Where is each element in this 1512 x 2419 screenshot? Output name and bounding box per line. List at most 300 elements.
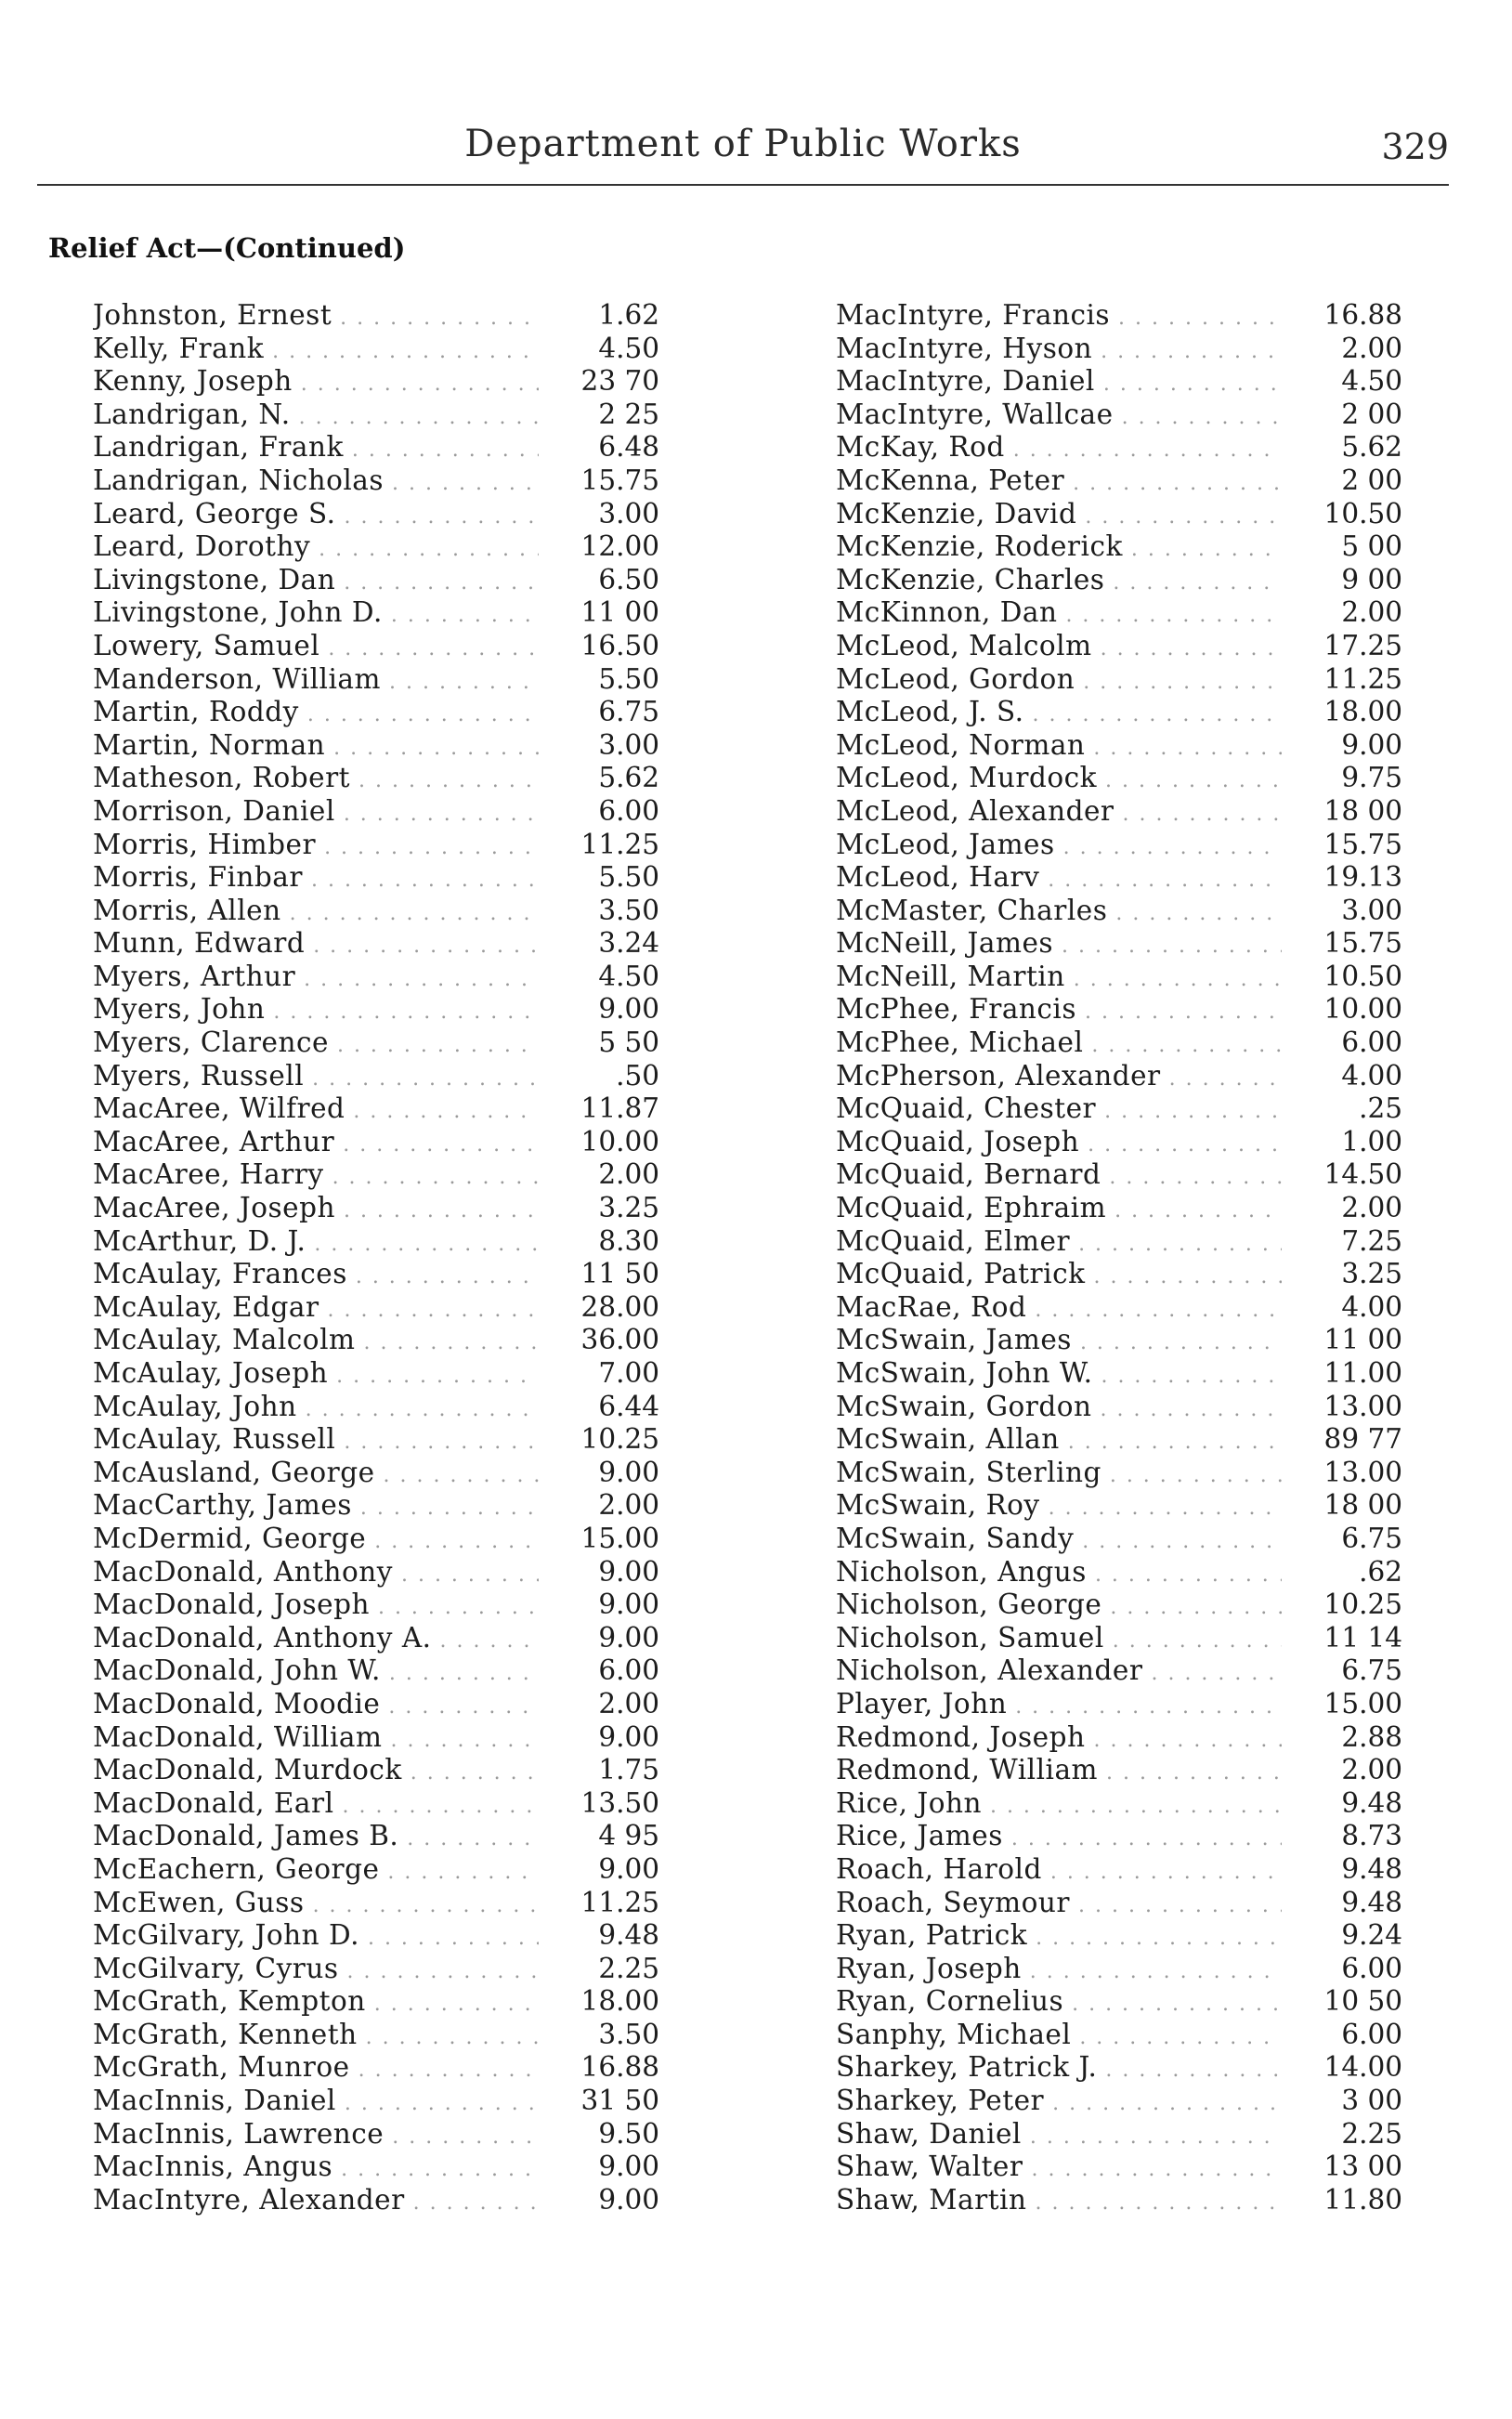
payee-name: Redmond, William . . .	[836, 1754, 1282, 1790]
list-item	[836, 530, 1402, 564]
payment-amount: 4.50	[598, 332, 659, 364]
payee-name: Ryan, Patrick . . .	[836, 1919, 1282, 1955]
payment-amount: 10.00	[580, 1125, 659, 1157]
payment-amount: 11.25	[580, 1886, 659, 1918]
payee-name: McQuaid, Patrick . . .	[836, 1258, 1282, 1294]
payee-name: McQuaid, Joseph . . .	[836, 1126, 1282, 1162]
list-item	[93, 1026, 659, 1060]
payee-name: Myers, Clarence . . .	[93, 1026, 539, 1063]
list-item	[836, 431, 1402, 464]
payee-name: Myers, Russell . . .	[93, 1060, 539, 1096]
list-item	[836, 861, 1402, 895]
payee-name: McQuaid, Ephraim . . .	[836, 1192, 1282, 1228]
payment-amount: 5.62	[598, 762, 659, 794]
payee-name: McEwen, Guss . . .	[93, 1887, 539, 1923]
list-item	[93, 1688, 659, 1721]
payment-amount: 11.25	[580, 828, 659, 860]
list-item	[93, 961, 659, 994]
page-title: Department of Public Works	[464, 123, 1022, 165]
list-item	[93, 1654, 659, 1688]
payment-amount: 9.48	[598, 1919, 659, 1952]
payment-amount: 3.00	[598, 728, 659, 761]
list-item	[93, 1556, 659, 1589]
list-item	[93, 1225, 659, 1259]
payee-name: Ryan, Joseph . . .	[836, 1953, 1282, 1989]
list-item	[836, 829, 1402, 862]
list-item	[93, 861, 659, 895]
payee-name: McKenzie, David . . .	[836, 498, 1282, 534]
payee-name: Nicholson, Alexander . . .	[836, 1654, 1282, 1691]
payee-name: Redmond, Joseph . . .	[836, 1721, 1282, 1758]
payment-amount: 15.75	[1323, 927, 1402, 960]
payment-amount: 4.00	[1341, 1290, 1402, 1323]
payee-name: Martin, Norman . . .	[93, 729, 539, 765]
list-item	[836, 2151, 1402, 2184]
payee-name: McPherson, Alexander . . .	[836, 1060, 1282, 1096]
payment-amount: 17.25	[1323, 629, 1402, 661]
list-item	[93, 663, 659, 697]
list-item	[836, 1457, 1402, 1490]
payee-name: McLeod, Gordon . . .	[836, 663, 1282, 700]
payee-name: McLeod, James . . .	[836, 829, 1282, 865]
payee-name: Sharkey, Patrick J. . . .	[836, 2051, 1282, 2087]
payee-name: MacAree, Wilfred . . .	[93, 1092, 539, 1129]
payee-name: McQuaid, Elmer . . .	[836, 1225, 1282, 1262]
payee-name: Manderson, William . . .	[93, 663, 539, 700]
payee-name: Nicholson, George . . .	[836, 1589, 1282, 1625]
list-item	[93, 464, 659, 498]
list-item	[93, 1158, 659, 1192]
payment-amount: 9.00	[598, 1555, 659, 1588]
payment-amount: 1.62	[598, 299, 659, 331]
payee-name: McGilvary, John D. . . .	[93, 1919, 539, 1955]
payment-amount: 9.50	[598, 2117, 659, 2150]
payment-amount: 3.50	[598, 894, 659, 926]
payment-amount: 9.00	[598, 2151, 659, 2183]
list-item	[93, 2184, 659, 2217]
payment-amount: .50	[616, 1059, 659, 1092]
payee-name: McAulay, John . . .	[93, 1391, 539, 1427]
payee-name: McKay, Rod . . .	[836, 431, 1282, 467]
list-item	[836, 663, 1402, 697]
payment-amount: 9.75	[1341, 762, 1402, 794]
payee-name: MacRae, Rod . . .	[836, 1291, 1282, 1327]
payment-amount: 6.00	[1341, 1952, 1402, 1984]
payee-name: Roach, Seymour . . .	[836, 1887, 1282, 1923]
payment-amount: 6.75	[1341, 1654, 1402, 1687]
payee-name: Nicholson, Angus . . .	[836, 1556, 1282, 1592]
payee-name: Morris, Allen . . .	[93, 895, 539, 931]
list-item	[836, 1688, 1402, 1721]
list-item	[93, 2051, 659, 2085]
payment-amount: 31 50	[580, 2085, 659, 2117]
payee-name: McPhee, Michael . . .	[836, 1026, 1282, 1063]
payment-amount: 13 00	[1323, 2151, 1402, 2183]
payee-name: Livingstone, Dan . . .	[93, 564, 539, 600]
payee-name: MacDonald, Earl . . .	[93, 1787, 539, 1824]
list-item	[836, 1953, 1402, 1986]
left-column-list	[93, 299, 659, 2216]
payee-name: McGrath, Kenneth . . .	[93, 2019, 539, 2055]
payee-name: Landrigan, Nicholas . . .	[93, 464, 539, 501]
payment-amount: 11.87	[580, 1092, 659, 1125]
list-item	[836, 299, 1402, 333]
payee-name: Myers, John . . .	[93, 993, 539, 1029]
payment-amount: 10.50	[1323, 960, 1402, 992]
list-item	[836, 927, 1402, 961]
payment-amount: 4.00	[1341, 1059, 1402, 1092]
list-item	[836, 1721, 1402, 1755]
payee-name: McSwain, Gordon . . .	[836, 1391, 1282, 1427]
payee-name: MacAree, Harry . . .	[93, 1158, 539, 1195]
payment-amount: 4 95	[598, 1820, 659, 1852]
list-item	[93, 927, 659, 961]
payment-amount: 11 14	[1323, 1621, 1402, 1654]
payment-amount: 9.00	[598, 1456, 659, 1488]
list-item	[93, 729, 659, 763]
payee-name: Ryan, Cornelius . . .	[836, 1985, 1282, 2021]
payment-amount: 18.00	[580, 1985, 659, 2018]
payment-amount: 9 00	[1341, 563, 1402, 595]
payment-amount: 13.00	[1323, 1456, 1402, 1488]
payee-name: McDermid, George . . .	[93, 1523, 539, 1559]
list-item	[836, 1126, 1402, 1159]
payment-amount: 2.00	[1341, 596, 1402, 629]
list-item	[93, 2151, 659, 2184]
payee-name: Kelly, Frank . . .	[93, 333, 539, 369]
payment-amount: 9.48	[1341, 1886, 1402, 1918]
payee-name: Landrigan, N. . . .	[93, 399, 539, 435]
payee-name: McPhee, Francis . . .	[836, 993, 1282, 1029]
payment-amount: 2.00	[598, 1687, 659, 1719]
payment-amount: 3.50	[598, 2018, 659, 2050]
payment-amount: 2.00	[598, 1489, 659, 1522]
payment-amount: 1.75	[598, 1754, 659, 1786]
list-item	[93, 1391, 659, 1424]
list-item	[836, 795, 1402, 829]
list-item	[93, 1919, 659, 1953]
payee-name: McSwain, Sandy . . .	[836, 1523, 1282, 1559]
list-item	[93, 596, 659, 630]
payment-amount: 5.50	[598, 861, 659, 894]
payee-name: MacIntyre, Daniel . . .	[836, 365, 1282, 401]
list-item	[836, 1919, 1402, 1953]
payee-name: Lowery, Samuel . . .	[93, 630, 539, 666]
payment-amount: 6.48	[598, 431, 659, 464]
payee-name: McKenna, Peter . . .	[836, 464, 1282, 501]
payee-name: McLeod, Norman . . .	[836, 729, 1282, 765]
list-item	[836, 1225, 1402, 1259]
list-item	[93, 2118, 659, 2151]
list-item	[93, 1754, 659, 1787]
payee-name: Leard, George S. . . .	[93, 498, 539, 534]
payment-amount: 23 70	[580, 365, 659, 398]
payee-name: Leard, Dorothy . . .	[93, 530, 539, 567]
list-item	[836, 464, 1402, 498]
list-item	[836, 1820, 1402, 1853]
payment-amount: 7.00	[598, 1357, 659, 1389]
list-item	[93, 1357, 659, 1391]
list-item	[93, 630, 659, 663]
payment-amount: 1.00	[1341, 1125, 1402, 1157]
payee-name: MacAree, Joseph . . .	[93, 1192, 539, 1228]
section-heading: Relief Act—(Continued)	[48, 232, 406, 264]
list-item	[836, 1754, 1402, 1787]
payee-name: McGrath, Kempton . . .	[93, 1985, 539, 2021]
list-item	[93, 1953, 659, 1986]
payment-amount: 11.25	[1323, 662, 1402, 695]
list-item	[93, 1258, 659, 1291]
payment-amount: 11 50	[580, 1258, 659, 1290]
payment-amount: 18.00	[1323, 696, 1402, 728]
payee-name: Shaw, Daniel . . .	[836, 2118, 1282, 2154]
payment-amount: 2 25	[598, 398, 659, 430]
list-item	[93, 564, 659, 597]
payee-name: MacDonald, James B. . . .	[93, 1820, 539, 1856]
payee-name: McAusland, George . . .	[93, 1457, 539, 1493]
payee-name: Rice, James . . .	[836, 1820, 1282, 1856]
payment-amount: 2.00	[1341, 332, 1402, 364]
list-item	[836, 1985, 1402, 2019]
list-item	[836, 1523, 1402, 1556]
payee-name: MacIntyre, Francis . . .	[836, 299, 1282, 335]
payment-amount: 7.25	[1341, 1224, 1402, 1257]
payment-amount: .62	[1359, 1555, 1402, 1588]
payee-name: McNeill, James . . .	[836, 927, 1282, 963]
list-item	[836, 1060, 1402, 1093]
list-item	[836, 596, 1402, 630]
payment-amount: 9.00	[598, 1589, 659, 1621]
payment-amount: 9.48	[1341, 1852, 1402, 1885]
payment-amount: 3.00	[1341, 894, 1402, 926]
payment-amount: 15.00	[580, 1522, 659, 1554]
payee-name: McSwain, Roy . . .	[836, 1489, 1282, 1525]
list-item	[93, 795, 659, 829]
list-item	[93, 333, 659, 366]
payee-name: McSwain, James . . .	[836, 1324, 1282, 1360]
payment-amount: 9.00	[1341, 728, 1402, 761]
payment-amount: 6.00	[598, 794, 659, 827]
payee-name: McLeod, Alexander . . .	[836, 795, 1282, 831]
list-item	[836, 1853, 1402, 1887]
payment-amount: 9.00	[598, 1720, 659, 1753]
payee-name: MacIntyre, Wallcae . . .	[836, 399, 1282, 435]
payee-name: McQuaid, Chester . . .	[836, 1092, 1282, 1129]
payment-amount: 2.25	[598, 1952, 659, 1984]
payee-name: Landrigan, Frank . . .	[93, 431, 539, 467]
list-item	[93, 1853, 659, 1887]
payment-amount: 16.50	[580, 629, 659, 661]
payee-name: McKenzie, Charles . . .	[836, 564, 1282, 600]
payee-name: McAulay, Joseph . . .	[93, 1357, 539, 1393]
payment-amount: 5.50	[598, 662, 659, 695]
payment-amount: 13.50	[580, 1786, 659, 1819]
payment-amount: 10 50	[1323, 1985, 1402, 2018]
list-item	[836, 729, 1402, 763]
payee-name: McSwain, John W. . . .	[836, 1357, 1282, 1393]
header-rule	[37, 184, 1449, 186]
payee-name: McGilvary, Cyrus . . .	[93, 1953, 539, 1989]
payee-name: McArthur, D. J. . . .	[93, 1225, 539, 1262]
list-item	[836, 1324, 1402, 1357]
payee-name: Sanphy, Michael . . .	[836, 2019, 1282, 2055]
list-item	[93, 1787, 659, 1821]
payment-amount: 3.25	[598, 1192, 659, 1224]
list-item	[93, 1092, 659, 1126]
payment-amount: .25	[1359, 1092, 1402, 1125]
payee-name: Shaw, Walter . . .	[836, 2151, 1282, 2187]
list-item	[93, 2085, 659, 2118]
payee-name: MacAree, Arthur . . .	[93, 1126, 539, 1162]
payment-amount: 6.00	[1341, 1026, 1402, 1059]
payment-amount: 3 00	[1341, 2085, 1402, 2117]
payment-amount: 2 00	[1341, 464, 1402, 496]
payment-amount: 11 00	[580, 596, 659, 629]
list-item	[93, 530, 659, 564]
list-item	[836, 1357, 1402, 1391]
payment-amount: 2.25	[1341, 2117, 1402, 2150]
payment-amount: 8.30	[598, 1224, 659, 1257]
right-column-list	[836, 299, 1402, 2216]
payee-name: McLeod, Malcolm . . .	[836, 630, 1282, 666]
list-item	[93, 1192, 659, 1225]
payee-name: MacDonald, Murdock . . .	[93, 1754, 539, 1790]
payment-amount: 6.50	[598, 563, 659, 595]
list-item	[93, 1126, 659, 1159]
payment-amount: 18 00	[1323, 1489, 1402, 1522]
payee-name: MacIntyre, Hyson . . .	[836, 333, 1282, 369]
list-item	[93, 399, 659, 432]
payee-name: McKinnon, Dan . . .	[836, 596, 1282, 633]
payee-name: Nicholson, Samuel . . .	[836, 1622, 1282, 1658]
payment-amount: 6.44	[598, 1390, 659, 1422]
list-item	[93, 895, 659, 928]
list-item	[93, 1589, 659, 1622]
list-item	[93, 1457, 659, 1490]
list-item	[836, 762, 1402, 795]
list-item	[836, 1192, 1402, 1225]
list-item	[93, 498, 659, 531]
list-item	[836, 2118, 1402, 2151]
list-item	[836, 1423, 1402, 1457]
list-item	[836, 696, 1402, 729]
payment-amount: 3.00	[598, 497, 659, 530]
payee-name: MacCarthy, James . . .	[93, 1489, 539, 1525]
payment-amount: 3.24	[598, 927, 659, 960]
payee-name: Morris, Finbar . . .	[93, 861, 539, 897]
payment-amount: 9.24	[1341, 1919, 1402, 1952]
payment-amount: 2 00	[1341, 398, 1402, 430]
payment-amount: 6.00	[1341, 2018, 1402, 2050]
list-item	[836, 1589, 1402, 1622]
list-item	[836, 365, 1402, 399]
payee-name: McSwain, Allan . . .	[836, 1423, 1282, 1459]
payment-amount: 11 00	[1323, 1324, 1402, 1356]
list-item	[93, 1820, 659, 1853]
list-item	[836, 1787, 1402, 1821]
payee-name: Martin, Roddy . . .	[93, 696, 539, 732]
payment-amount: 18 00	[1323, 794, 1402, 827]
payee-name: MacDonald, William . . .	[93, 1721, 539, 1758]
list-item	[836, 2184, 1402, 2217]
list-item	[836, 564, 1402, 597]
payment-amount: 16.88	[580, 2051, 659, 2084]
list-item	[836, 630, 1402, 663]
payee-name: McSwain, Sterling . . .	[836, 1457, 1282, 1493]
list-item	[836, 2051, 1402, 2085]
list-item	[836, 993, 1402, 1026]
payment-amount: 11.00	[1323, 1357, 1402, 1389]
list-item	[93, 1060, 659, 1093]
payee-name: McQuaid, Bernard . . .	[836, 1158, 1282, 1195]
payment-amount: 2.00	[1341, 1754, 1402, 1786]
payee-name: McAulay, Russell . . .	[93, 1423, 539, 1459]
payee-name: McLeod, Murdock . . .	[836, 762, 1282, 798]
payment-amount: 28.00	[580, 1290, 659, 1323]
payment-amount: 11.80	[1323, 2183, 1402, 2216]
list-item	[93, 299, 659, 333]
list-item	[836, 333, 1402, 366]
list-item	[93, 1985, 659, 2019]
payment-amount: 15.75	[1323, 828, 1402, 860]
payment-amount: 6.75	[1341, 1522, 1402, 1554]
list-item	[93, 1721, 659, 1755]
payee-name: McNeill, Martin . . .	[836, 961, 1282, 997]
list-item	[93, 762, 659, 795]
payment-amount: 5.62	[1341, 431, 1402, 464]
list-item	[836, 895, 1402, 928]
payment-amount: 5 50	[598, 1026, 659, 1059]
payment-amount: 2.00	[598, 1158, 659, 1191]
payment-amount: 19.13	[1323, 861, 1402, 894]
payment-amount: 2.00	[1341, 1192, 1402, 1224]
payment-amount: 13.00	[1323, 1390, 1402, 1422]
list-item	[93, 2019, 659, 2052]
payee-name: Morrison, Daniel . . .	[93, 795, 539, 831]
payment-amount: 4.50	[1341, 365, 1402, 398]
list-item	[836, 1092, 1402, 1126]
payment-amount: 2.88	[1341, 1720, 1402, 1753]
list-item	[93, 365, 659, 399]
list-item	[836, 1887, 1402, 1920]
list-item	[93, 993, 659, 1026]
payment-amount: 10.25	[1323, 1589, 1402, 1621]
payee-name: MacIntyre, Alexander . . .	[93, 2184, 539, 2220]
payee-name: McKenzie, Roderick . . .	[836, 530, 1282, 567]
payment-amount: 12.00	[580, 530, 659, 563]
payment-amount: 10.00	[1323, 993, 1402, 1026]
payee-name: Roach, Harold . . .	[836, 1853, 1282, 1889]
payment-amount: 10.25	[580, 1423, 659, 1456]
list-item	[836, 1026, 1402, 1060]
payee-name: Myers, Arthur . . .	[93, 961, 539, 997]
payment-amount: 15.00	[1323, 1687, 1402, 1719]
page-header	[37, 123, 1449, 175]
list-item	[93, 1622, 659, 1655]
payee-name: MacDonald, Joseph . . .	[93, 1589, 539, 1625]
list-item	[836, 2085, 1402, 2118]
payment-amount: 14.00	[1323, 2051, 1402, 2084]
payee-name: McAulay, Frances . . .	[93, 1258, 539, 1294]
payment-amount: 5 00	[1341, 530, 1402, 563]
payment-amount: 9.00	[598, 1621, 659, 1654]
list-item	[93, 1523, 659, 1556]
list-item	[836, 2019, 1402, 2052]
payment-amount: 9.00	[598, 993, 659, 1026]
list-item	[93, 696, 659, 729]
list-item	[93, 829, 659, 862]
payee-name: MacDonald, Anthony . . .	[93, 1556, 539, 1592]
